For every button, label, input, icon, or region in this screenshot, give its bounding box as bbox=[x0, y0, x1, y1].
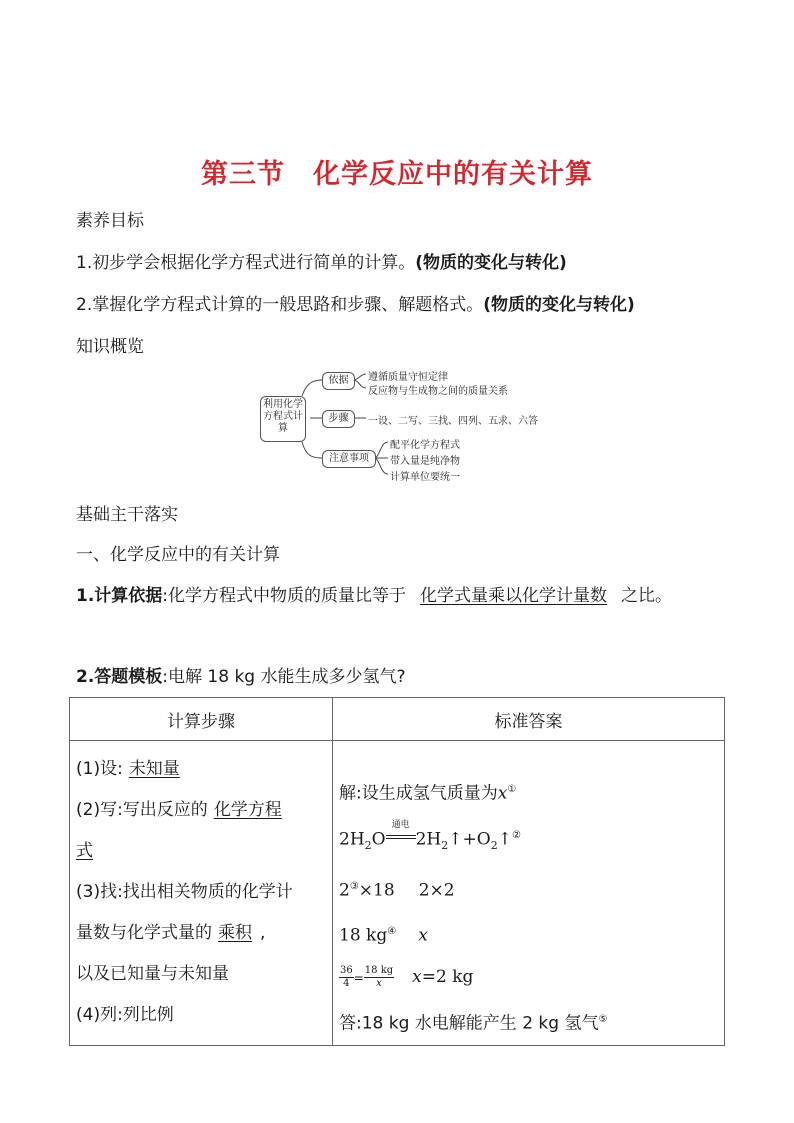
answer-line-1: 解:设生成氢气质量为x① bbox=[339, 783, 517, 804]
fraction: $\frac{18 kg}{x}$ bbox=[364, 965, 394, 990]
answer-template bbox=[76, 666, 406, 688]
table-row bbox=[70, 741, 725, 1046]
step-3-cont: 量数与化学式量的 乘积 , bbox=[76, 923, 266, 943]
goal-tag: (物质的变化与转化) bbox=[415, 253, 567, 273]
overview-heading: 知识概览 bbox=[76, 337, 144, 357]
mind-map-branch-steps: 步骤 bbox=[322, 410, 355, 428]
calc-basis-label: 1.计算依据 bbox=[76, 586, 163, 606]
knowledge-mind-map bbox=[256, 366, 546, 481]
steps-cell bbox=[70, 741, 333, 1046]
goal-tag: (物质的变化与转化) bbox=[483, 295, 635, 315]
goal-text: 2.掌握化学方程式计算的一般思路和步骤、解题格式。 bbox=[76, 295, 484, 315]
calc-basis-text: :化学方程式中物质的质量比等于 bbox=[162, 586, 407, 606]
goals-heading: 素养目标 bbox=[76, 211, 144, 231]
answer-table bbox=[69, 697, 725, 1046]
answer-equation: $2H_2O$ 通电 $2H_2↑+O_2↑^②$ bbox=[339, 820, 521, 852]
answer-line-4: 18 kg④ x bbox=[339, 926, 428, 947]
table-header: 标准答案 bbox=[333, 698, 725, 741]
answer-template-label: 2.答题模板 bbox=[76, 667, 163, 687]
answer-cell bbox=[333, 741, 725, 1046]
goal-text: 1.初步学会根据化学方程式进行简单的计算。 bbox=[76, 253, 416, 273]
mind-map-leaf: 带入量是纯净物 bbox=[390, 456, 460, 467]
mind-map-leaf: 一设、二写、三找、四列、五求、六答 bbox=[368, 416, 538, 427]
step-3: (3)找:找出相关物质的化学计 bbox=[76, 882, 293, 902]
mind-map-branch-basis: 依据 bbox=[322, 372, 355, 390]
table-header: 计算步骤 bbox=[70, 698, 333, 741]
mind-map-leaf: 反应物与生成物之间的质量关系 bbox=[368, 386, 508, 397]
section-heading: 基础主干落实 bbox=[76, 505, 178, 525]
goal-item-1 bbox=[76, 252, 567, 274]
equals-sign bbox=[386, 835, 416, 839]
fraction: $\frac{36}{4}$ bbox=[340, 965, 353, 990]
mind-map-leaf: 配平化学方程式 bbox=[390, 440, 460, 451]
step-4: (4)列:列比例 bbox=[76, 1005, 174, 1025]
answer-conclusion: 答:18 kg 水电解能产生 2 kg 氢气⑤ bbox=[339, 1013, 608, 1034]
goal-item-2 bbox=[76, 294, 635, 316]
step-1: (1)设: 未知量 bbox=[76, 759, 180, 779]
mind-map-root: 利用化学方程式计算 bbox=[260, 396, 306, 442]
calc-basis bbox=[76, 585, 672, 607]
mind-map-leaf: 遵循质量守恒定律 bbox=[368, 372, 448, 383]
mind-map-branch-notes: 注意事项 bbox=[322, 450, 376, 468]
answer-template-question: :电解 18 kg 水能生成多少氢气? bbox=[162, 667, 406, 687]
answer-line-3: 2③×18 2×2 bbox=[339, 880, 455, 901]
step-2: (2)写:写出反应的 化学方程 bbox=[76, 800, 282, 820]
page-title: 第三节 化学反应中的有关计算 bbox=[201, 159, 593, 190]
calc-basis-end: 之比。 bbox=[621, 586, 673, 606]
step-2-cont: 式 bbox=[76, 841, 93, 861]
reaction-condition: 通电 bbox=[386, 829, 416, 844]
answer-line-5: $\frac{36}{4}$ = $\frac{18 kg}{x} x=2$ kg bbox=[340, 965, 474, 990]
calc-basis-blank: 化学式量乘以化学计量数 bbox=[420, 586, 608, 606]
mind-map-leaf: 计算单位要统一 bbox=[390, 472, 460, 483]
step-3-end: 以及已知量与未知量 bbox=[76, 964, 229, 984]
table-header-row bbox=[70, 698, 725, 741]
section-sub-heading: 一、化学反应中的有关计算 bbox=[76, 545, 280, 565]
